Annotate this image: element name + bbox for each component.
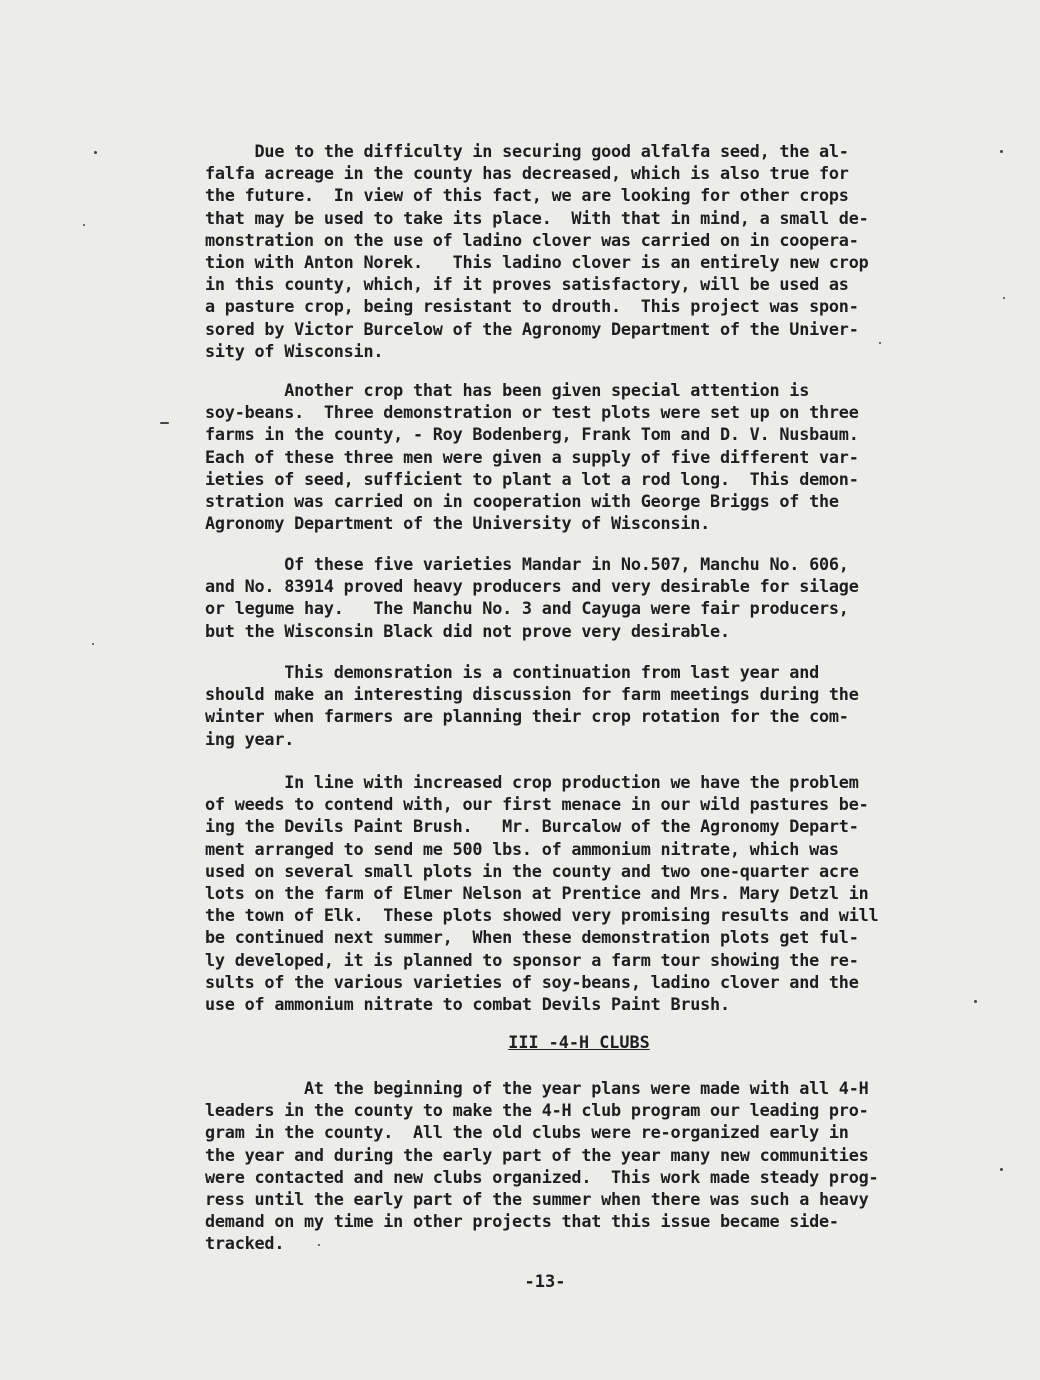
text-line: ment arranged to send me 500 lbs. of ammonium nitrate, which was bbox=[205, 838, 839, 859]
paragraph-continuation bbox=[205, 661, 945, 750]
section-heading bbox=[0, 1032, 1040, 1052]
text-line: that may be used to take its place. With that in mind, a small de- bbox=[205, 207, 869, 228]
text-line: ing year. bbox=[205, 728, 295, 749]
text-line: sity of Wisconsin. bbox=[205, 340, 384, 361]
text-line: and No. 83914 proved heavy producers and very desirable for silage bbox=[205, 576, 859, 597]
text-line: the year and during the early part of the year many new communities bbox=[205, 1144, 869, 1165]
text-line: sored by Victor Burcelow of the Agronomy Department of the Univer- bbox=[205, 318, 859, 339]
text-line: soy-beans. Three demonstration or test plots were set up on three bbox=[205, 402, 859, 423]
text-line: the town of Elk. These plots showed very promising results and will bbox=[205, 905, 879, 926]
text-line: Another crop that has been given special attention is bbox=[205, 380, 810, 400]
text-line: tion with Anton Norek. This ladino clover is an entirely new crop bbox=[205, 252, 869, 273]
text-line: or legume hay. The Manchu No. 3 and Cayuga were fair producers, bbox=[205, 598, 849, 619]
text-line: leaders in the county to make the 4-H club program our leading pro- bbox=[205, 1100, 869, 1121]
text-line: monstration on the use of ladino clover was carried on in coopera- bbox=[205, 229, 859, 250]
text-line: were contacted and new clubs organized. This work made steady prog- bbox=[205, 1166, 879, 1187]
text-line: winter when farmers are planning their crop rotation for the com- bbox=[205, 706, 849, 727]
text-line: but the Wisconsin Black did not prove very desirable. bbox=[205, 620, 730, 641]
text-line: ing the Devils Paint Brush. Mr. Burcalow of the Agronomy Depart- bbox=[205, 816, 859, 837]
text-line: ly developed, it is planned to sponsor a farm tour showing the re- bbox=[205, 949, 859, 970]
section-heading-text: III -4-H CLUBS bbox=[508, 1032, 650, 1052]
text-line: stration was carried on in cooperation with George Briggs of the bbox=[205, 491, 839, 512]
text-line: should make an interesting discussion for farm meetings during the bbox=[205, 684, 859, 705]
text-line: falfa acreage in the county has decreased, which is also true for bbox=[205, 163, 849, 184]
page-number bbox=[0, 1272, 1040, 1292]
text-line: This demonsration is a continuation from last year and bbox=[205, 662, 819, 682]
text-line: demand on my time in other projects that this issue became side- bbox=[205, 1211, 839, 1232]
paragraph-alfalfa bbox=[205, 140, 945, 362]
text-line: used on several small plots in the county and two one-quarter acre bbox=[205, 860, 859, 881]
page-number-text: -13- bbox=[524, 1272, 566, 1292]
text-line: Of these five varieties Mandar in No.507, Manchu No. 606, bbox=[205, 554, 849, 574]
text-line: lots on the farm of Elmer Nelson at Prentice and Mrs. Mary Detzl in bbox=[205, 883, 869, 904]
paper-speck bbox=[1000, 150, 1003, 153]
text-line: tracked. bbox=[205, 1233, 285, 1254]
text-line: ress until the early part of the summer when there was such a heavy bbox=[205, 1189, 869, 1210]
text-line: use of ammonium nitrate to combat Devils Paint Brush. bbox=[205, 994, 730, 1015]
text-line: ieties of seed, sufficient to plant a lot a rod long. This demon- bbox=[205, 468, 859, 489]
text-line: At the beginning of the year plans were made with all 4-H bbox=[205, 1078, 869, 1098]
paper-speck bbox=[318, 1244, 320, 1246]
paragraph-varieties bbox=[205, 553, 945, 642]
paragraph-4h-clubs bbox=[205, 1077, 945, 1255]
paper-speck bbox=[1003, 297, 1005, 299]
text-line: Each of these three men were given a supply of five different var- bbox=[205, 446, 859, 467]
paragraph-weeds bbox=[205, 771, 945, 1015]
text-line: a pasture crop, being resistant to drouth. This project was spon- bbox=[205, 296, 859, 317]
text-line: sults of the various varieties of soy-beans, ladino clover and the bbox=[205, 971, 859, 992]
text-line: In line with increased crop production we have the problem bbox=[205, 772, 859, 792]
paper-speck bbox=[974, 1000, 977, 1003]
text-line: Due to the difficulty in securing good alfalfa seed, the al- bbox=[205, 141, 849, 161]
paper-speck bbox=[92, 643, 94, 645]
paper-speck bbox=[94, 151, 97, 154]
text-line: the future. In view of this fact, we are looking for other crops bbox=[205, 185, 849, 206]
text-line: gram in the county. All the old clubs were re-organized early in bbox=[205, 1122, 849, 1143]
text-line: be continued next summer, When these demonstration plots get ful- bbox=[205, 927, 859, 948]
paper-speck bbox=[879, 342, 881, 344]
paragraph-soybeans bbox=[205, 379, 945, 534]
paper-speck bbox=[83, 224, 85, 226]
paper-speck bbox=[160, 422, 169, 424]
text-line: farms in the county, - Roy Bodenberg, Frank Tom and D. V. Nusbaum. bbox=[205, 424, 859, 445]
text-line: Agronomy Department of the University of Wisconsin. bbox=[205, 513, 711, 534]
text-line: of weeds to contend with, our first menace in our wild pastures be- bbox=[205, 794, 869, 815]
text-line: in this county, which, if it proves satisfactory, will be used as bbox=[205, 274, 849, 295]
paper-speck bbox=[1000, 1168, 1003, 1171]
